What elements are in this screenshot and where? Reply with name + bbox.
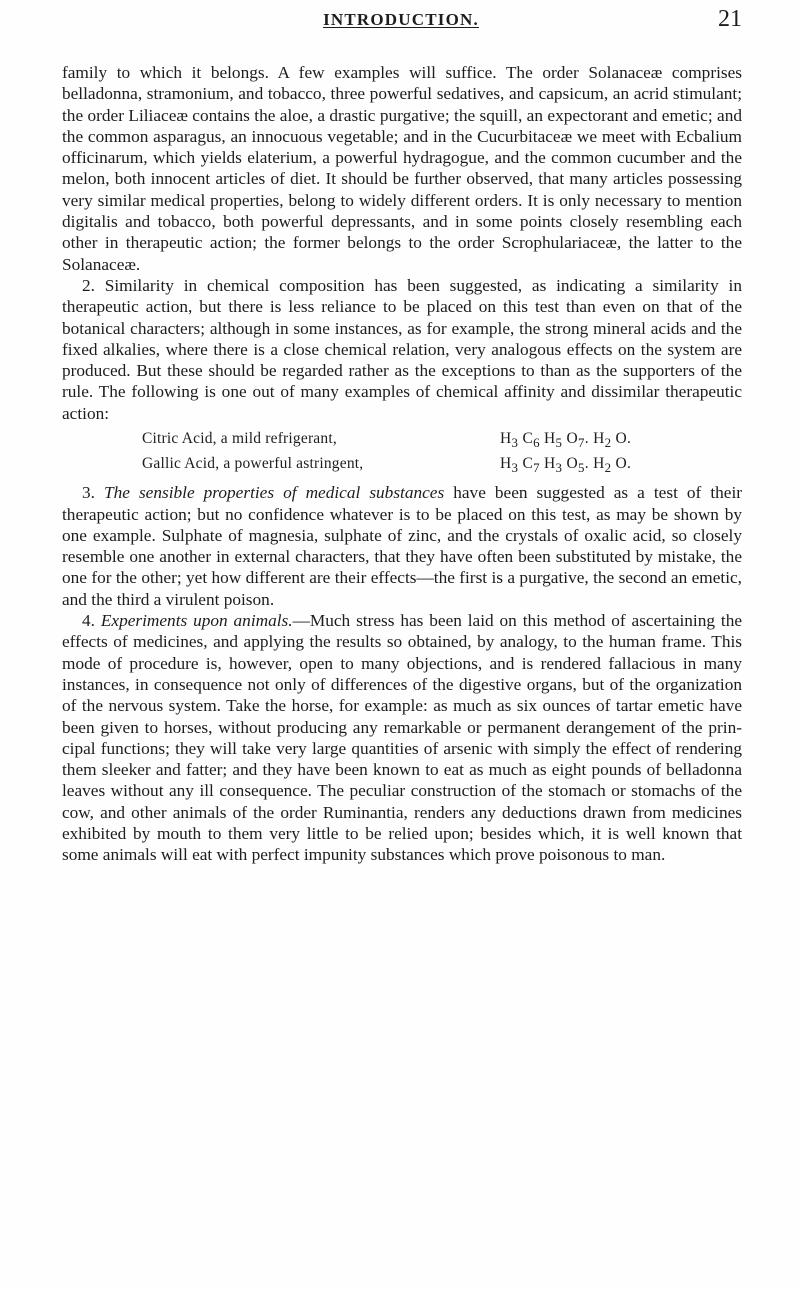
section-number: 3. [82, 483, 104, 503]
formula-part: H [500, 455, 512, 473]
paragraph-3 [62, 482, 742, 610]
page-header [60, 6, 742, 36]
formula-table [142, 428, 631, 478]
section-number: 4. [82, 611, 101, 631]
formula-part: H [539, 455, 556, 473]
formula-part: H [500, 430, 512, 448]
formula-part: . H [584, 430, 605, 448]
formula-part: O. [611, 430, 632, 448]
formula-row-gallic-acid [142, 453, 631, 478]
formula-part: H [539, 430, 556, 448]
section-text: —Much stress has been laid on this method of ascertaining the effects of medicines, and applying the results so obtained, by analogy, to the human frame. This mode of procedure is, however, open to many objections, and is rendered fallacious in many instances, in consequence not only of differences of the digestive organs, but of the organization of the nervous system. Take the horse, for example: as much as six ounces of tartar emetic have been given to horses, without producing any remarkable or permanent derangement of the principal functions; they will take very large quantities of arsenic with simply the effect of rendering them sleeker and fatter; and they have been known to eat as much as eight pounds of belladonna leaves without any ill consequence. The peculiar construction of the stomach or stomachs of the cow, and other animals of the order Ruminantia, renders any deductions drawn from medicines exhibited by mouth to them very little to be relied upon; besides which, it is well known that some animals will eat with perfect impunity substances which prove poisonous to man. [62, 611, 743, 865]
chemical-formula [500, 453, 631, 478]
page-number: 21 [718, 6, 742, 32]
formula-subscript: 6 [533, 435, 540, 451]
formula-part: C [518, 455, 534, 473]
formula-part: O [562, 430, 578, 448]
section-heading: The sensible properties of medical substances [104, 483, 445, 503]
section-heading: Experiments upon animals. [100, 611, 293, 631]
formula-subscript: 7 [533, 460, 540, 476]
running-title: INTRODUCTION. [323, 10, 479, 29]
formula-subscript: 5 [555, 435, 563, 451]
formula-subscript: 2 [604, 460, 612, 476]
formula-part: O [562, 455, 578, 473]
paragraph-4 [62, 610, 742, 866]
body-text [62, 62, 742, 866]
formula-subscript: 7 [577, 435, 585, 451]
formula-description: Citric Acid, a mild refrigerant, [142, 430, 337, 448]
section-text: have been suggested as a test of their therapeutic action; but no confidence whatever is to be placed on this test, as may be shown by one example. Sulphate of magnesia, sulphate of zinc, and the crystals of oxalic acid, so closely resemble one another in external characters, that they have often been substituted by mistake, the one for the other; yet how different are their effects—the first is a purgative, the second an emetic, and the third a virulent poison. [62, 483, 743, 609]
formula-part: . H [584, 455, 605, 473]
paragraph-1: family to which it belongs. A few examples will suffice. The order Solanaceæ comprises belladonna, stramonium, and tobacco, three powerful sedatives, and capsicum, an acrid stimulant; the order Liliaceæ contains the aloe, a drastic purgative; the squill, an expectorant and emetic; and the common asparagus, an innocuous vegetable; and in the Cucurbitaceæ we meet with Ecbalium officinarum, which yields elaterium, a powerful hydragogue, and the common cucumber and the melon, both innocent articles of diet. It should be further observed, that many articles possessing very similar medical properties, belong to widely different orders. It is only necessary to mention digitalis and tobacco, both powerful depressants, and in some points closely resembling each other in therapeutic action; the former belongs to the order Scrophulariaceæ, the latter to the Solanaceæ. [62, 63, 742, 274]
formula-subscript: 5 [577, 460, 585, 476]
paragraph-2: 2. Similarity in chemical composition has been suggested, as indicating a similarity in therapeutic action, but there is less reliance to be placed on this test than even on that of the botanical characters; although in some instances, as for example, the strong mineral acids and the fixed alkalies, where there is a close chemical relation, very analogous effects on the system are produced. But these should be regarded rather as the exceptions to than as the supporters of the rule. The following is one out of many examples of chemical affinity and dissimilar therapeutic action: [62, 275, 742, 423]
chemical-formula [500, 428, 631, 453]
formula-subscript: 3 [511, 435, 519, 451]
formula-row-citric-acid [142, 428, 631, 453]
formula-subscript: 3 [511, 460, 519, 476]
formula-part: O. [611, 455, 632, 473]
formula-subscript: 2 [604, 435, 612, 451]
formula-subscript: 3 [555, 460, 563, 476]
formula-part: C [518, 430, 534, 448]
formula-description: Gallic Acid, a powerful astringent, [142, 455, 364, 473]
